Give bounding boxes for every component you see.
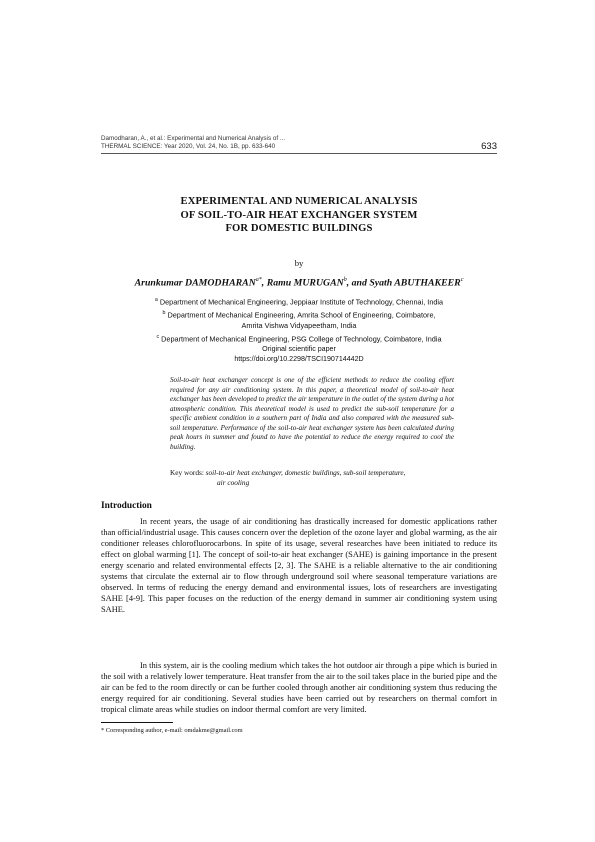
author-1: Arunkumar DAMODHARAN <box>134 277 256 289</box>
author-2: Ramu MURUGAN <box>266 277 344 289</box>
body-paragraph-1: In recent years, the usage of air conditioning has drastically increased for domestic applications rather than official/industrial usage. This causes concern over the depletion of the ozone layer and global warming, as the air conditioner releases chlorofluorocarbons. In spite of its usage, several researches have been initiated to reduce its effect on global warming [1]. The concept of soil-to-air heat exchanger (SAHE) is gaining importance in the present energy scenario and related environmental effects [2, 3]. The SAHE is a reliable alternative to the air conditioning systems that circulate the external air to flow through underground soil where seasonal temperature variations are observed. In terms of reducing the energy demand and environmental issues, lots of researchers are investigating SAHE [4-9]. This paper focuses on the reduction of the energy demand in summer air conditioning system using SAHE. <box>101 517 497 615</box>
affiliation-mark: c <box>156 333 160 340</box>
running-header-journal: THERMAL SCIENCE: Year 2020, Vol. 24, No. 1B, pp. 633-640 <box>101 143 276 151</box>
title-line-3: FOR DOMESTIC BUILDINGS <box>225 223 373 235</box>
paper-title <box>101 195 497 236</box>
title-line-1: EXPERIMENTAL AND NUMERICAL ANALYSIS <box>180 196 418 207</box>
by-line: by <box>294 258 304 268</box>
page-number: 633 <box>481 141 497 152</box>
abstract: Soil-to-air heat exchanger concept is one of the efficient methods to reduce the cooling effort required for any air conditioning system. In this paper, a theoretical model of soil-to-air heat exchanger has been developed to predict the air temperature in the outlet of the system during a hot atmospheric condition. This theoretical model is used to predict the sub-soil temperature for a specific ambient condition in a southern part of India and also compared with the measured sub-soil temperature. Performance of the soil-to-air heat exchanger system has been calculated during peak hours in summer and found to have the potential to reduce the energy required to cool the building. <box>170 376 454 451</box>
affiliation-b-cont: Amrita Vishwa Vidyapeetham, India <box>241 321 357 331</box>
author-1-affil-mark: a* <box>255 277 262 283</box>
footnote: * Corresponding author, e-mail: omdakme@gmail.com <box>101 727 243 734</box>
author-2-affil-mark: b <box>343 277 347 283</box>
title-line-2: OF SOIL-TO-AIR HEAT EXCHANGER SYSTEM <box>180 209 418 221</box>
keywords-text: soil-to-air heat exchanger, domestic buildings, sub-soil temperature, <box>205 468 406 477</box>
keywords-label: Key words: <box>170 468 206 477</box>
keywords-text-cont: air cooling <box>217 477 250 487</box>
affiliation-c: $^c$ Department of Mechanical Engineering, PSG College of Technology, Coimbatore, India <box>156 333 442 344</box>
affiliation-a: $^a$ Department of Mechanical Engineering, Jeppiaar Institute of Technology, Chennai, India <box>154 297 444 307</box>
author-separator: , and <box>346 277 370 289</box>
author-3-affil-mark: c <box>460 277 464 283</box>
author-3: Syath ABUTHAKEER <box>369 277 461 289</box>
affiliation-b: $^b$ Department of Mechanical Engineering, Amrita School of Engineering, Coimbatore, <box>162 310 436 320</box>
paper-type: Original scientific paper <box>262 345 336 353</box>
paper-metadata <box>101 345 497 365</box>
doi-link[interactable]: https://doi.org/10.2298/TSCI190714442D <box>234 354 364 363</box>
author-separator: , <box>261 277 267 289</box>
affiliation-mark: a <box>154 297 158 303</box>
body-paragraph-2: In this system, air is the cooling medium which takes the hot outdoor air through a pipe which is buried in the soil with a relatively lower temperature. Heat transfer from the air to the soil takes place in the buried pipe and the air can be fed to the room directly or can be further cooled through another air conditioning system thus reducing the energy required for air conditioning. Several studies have been carried out by researchers on thermal comfort in tropical climate areas while studies on indoor thermal comfort are very limited. <box>101 661 497 715</box>
running-header <box>101 135 497 151</box>
affiliation-mark: b <box>162 310 166 317</box>
footnote-divider <box>101 722 173 723</box>
author-list <box>101 277 497 288</box>
affiliations <box>101 295 497 345</box>
keywords <box>170 468 454 488</box>
section-heading: Introduction <box>101 501 152 511</box>
header-divider <box>101 153 497 154</box>
running-header-authors: Damodharan, A., et al.: Experimental and Numerical Analysis of ... <box>101 135 286 142</box>
